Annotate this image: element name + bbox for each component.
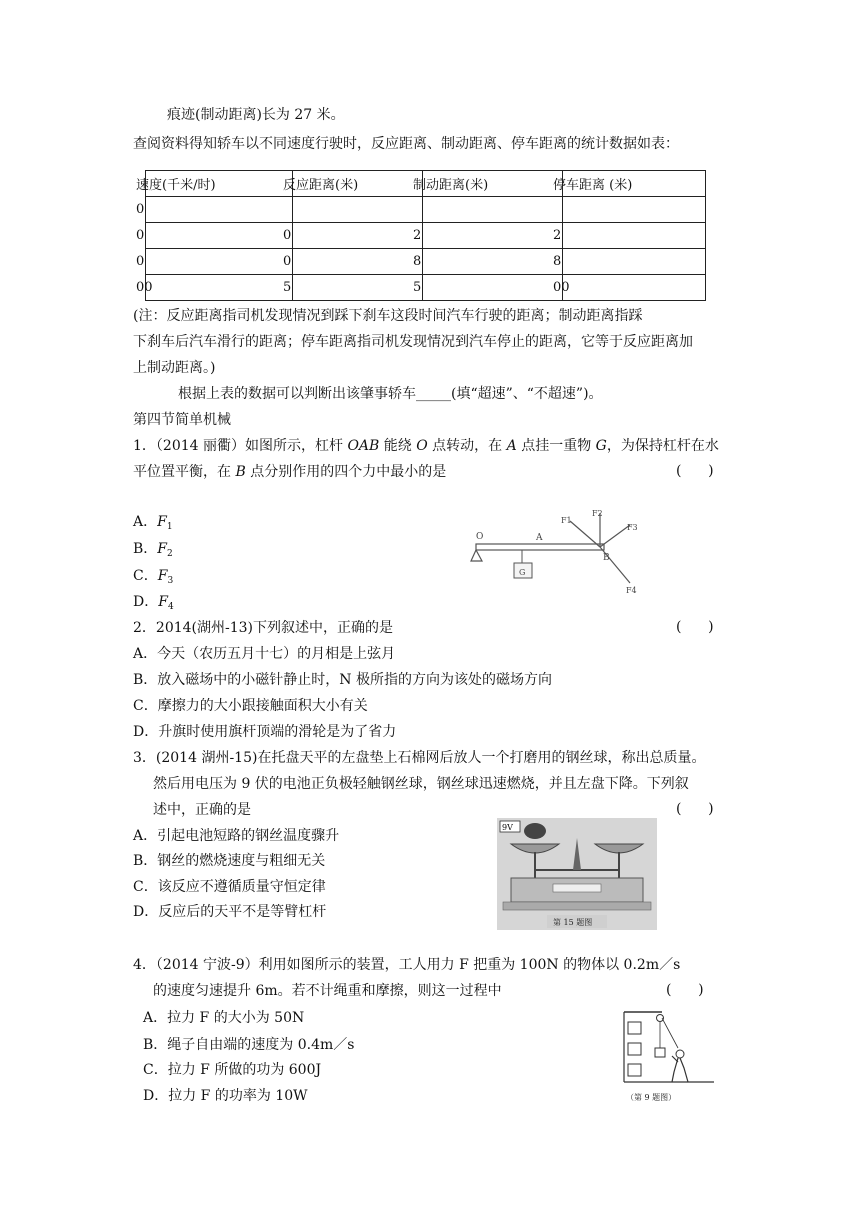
balance-figure xyxy=(497,818,657,930)
table-header-row xyxy=(146,171,706,197)
table-cell: 8 xyxy=(423,249,563,275)
q2-option-b[interactable]: B．放入磁场中的小磁针静止时，N 极所指的方向为该处的磁场方向 xyxy=(133,672,552,688)
table-cell: 0 xyxy=(293,223,423,249)
table-row xyxy=(146,249,706,275)
q1-stem-line-2: 平位置平衡，在 B 点分别作用的四个力中最小的是 xyxy=(133,464,447,480)
lever-label-g: G xyxy=(519,568,526,577)
table-header-cell: 制动距离(米) xyxy=(423,171,563,197)
q2-answer-paren: ( ) xyxy=(676,619,714,635)
note-line-2: 下刹车后汽车滑行的距离；停车距离指司机发现情况到汽车停止的距离，它等于反应距离加 xyxy=(133,334,693,350)
q3-stem-line-1: 3．(2014 湖州-15)在托盘天平的左盘垫上石棉网后放人一个打磨用的钢丝球，称出总质量。 xyxy=(133,750,706,766)
q2-option-a[interactable]: A．今天（农历五月十七）的月相是上弦月 xyxy=(133,646,396,662)
lever-label-o: O xyxy=(476,532,484,542)
q1-stem-line-1: 1．（2014 丽衢）如图所示，杠杆 OAB 能绕 O 点转动，在 A 点挂一重物 G，为保持杠杆在水 xyxy=(133,438,719,454)
q1-option-b[interactable]: B．$F_2$ xyxy=(133,541,173,559)
judge-line: 根据上表的数据可以判断出该肇事轿车_____(填“超速”、“不超速”)。 xyxy=(178,386,603,402)
table-header-cell: 速度(千米/时) xyxy=(146,171,293,197)
q3-stem-line-2: 然后用电压为 9 伏的电池正负极轻触钢丝球，钢丝球迅速燃烧，并且左盘下降。下列叙 xyxy=(153,776,689,792)
lever-label-b: B xyxy=(603,553,610,563)
q4-option-b[interactable]: B．绳子自由端的速度为 0.4m／s xyxy=(143,1037,355,1053)
q3-stem-line-3: 述中，正确的是 xyxy=(153,802,251,818)
table-row xyxy=(146,223,706,249)
table-cell: 0 xyxy=(293,249,423,275)
q4-option-c[interactable]: C．拉力 F 所做的功为 600J xyxy=(143,1062,322,1078)
table-cell: 00 xyxy=(146,275,293,301)
section-title: 第四节简单机械 xyxy=(133,412,231,428)
lever-figure xyxy=(470,505,670,600)
q4-option-d[interactable]: D．拉力 F 的功率为 10W xyxy=(143,1088,308,1104)
table-row xyxy=(146,197,706,223)
q3-option-a[interactable]: A．引起电池短路的钢丝温度骤升 xyxy=(133,828,340,844)
q3-option-c[interactable]: C．该反应不遵循质量守恒定律 xyxy=(133,879,326,895)
table-cell: 2 xyxy=(423,223,563,249)
table-cell: 00 xyxy=(563,275,706,301)
q1-option-d[interactable]: D．$F_4$ xyxy=(133,594,174,612)
table-cell: 0 xyxy=(146,197,293,223)
note-line-3: 上制动距离。) xyxy=(133,360,216,376)
q4-answer-paren: ( ) xyxy=(666,982,704,998)
intro-line-1: 痕迹(制动距离)长为 27 米。 xyxy=(167,107,345,123)
q1-answer-paren: ( ) xyxy=(676,463,714,479)
pulley-caption: （第 9 题图） xyxy=(626,1093,677,1102)
table-cell: 0 xyxy=(146,223,293,249)
lever-label-a: A xyxy=(536,533,543,543)
intro-line-2: 查阅资料得知轿车以不同速度行驶时，反应距离、制动距离、停车距离的统计数据如表： xyxy=(133,136,679,152)
table-cell: 5 xyxy=(423,275,563,301)
speed-distance-table xyxy=(136,170,706,301)
q2-option-d[interactable]: D．升旗时使用旗杆顶端的滑轮是为了省力 xyxy=(133,724,397,740)
q1-option-c[interactable]: C．$F_3$ xyxy=(133,568,174,586)
q1-option-a[interactable]: A．$F_1$ xyxy=(133,514,173,532)
note-line-1: (注：反应距离指司机发现情况到踩下刹车这段时间汽车行驶的距离；制动距离指踩 xyxy=(133,308,643,324)
table-cell xyxy=(563,197,706,223)
table-header-cell: 停车距离 (米) xyxy=(563,171,706,197)
table-cell xyxy=(293,197,423,223)
lever-label-f2: F2 xyxy=(592,509,603,518)
table-cell: 2 xyxy=(563,223,706,249)
pulley-figure xyxy=(622,1008,722,1104)
lever-label-f4: F4 xyxy=(626,586,637,595)
q4-stem-line-1: 4．（2014 宁波-9）利用如图所示的装置，工人用力 F 把重为 100N 的物体以 0.2m／s xyxy=(133,957,681,973)
table-cell xyxy=(423,197,563,223)
table-row xyxy=(146,275,706,301)
lever-label-f1: F1 xyxy=(561,516,572,525)
q4-stem-line-2: 的速度匀速提升 6m。若不计绳重和摩擦，则这一过程中 xyxy=(153,983,502,999)
balance-caption: 第 15 题图 xyxy=(553,918,593,927)
table-cell: 5 xyxy=(293,275,423,301)
q4-option-a[interactable]: A．拉力 F 的大小为 50N xyxy=(143,1010,305,1026)
table-header-cell: 反应距离(米) xyxy=(293,171,423,197)
lever-label-f3: F3 xyxy=(627,523,638,532)
q2-stem: 2．2014(湖州-13)下列叙述中，正确的是 xyxy=(133,620,394,636)
q3-option-d[interactable]: D．反应后的天平不是等臂杠杆 xyxy=(133,904,327,920)
q3-option-b[interactable]: B．钢丝的燃烧速度与粗细无关 xyxy=(133,853,326,869)
balance-battery-label: 9V xyxy=(502,823,513,832)
q2-option-c[interactable]: C．摩擦力的大小跟接触面积大小有关 xyxy=(133,698,368,714)
table-cell: 0 xyxy=(146,249,293,275)
q3-answer-paren: ( ) xyxy=(676,801,714,817)
table-cell: 8 xyxy=(563,249,706,275)
